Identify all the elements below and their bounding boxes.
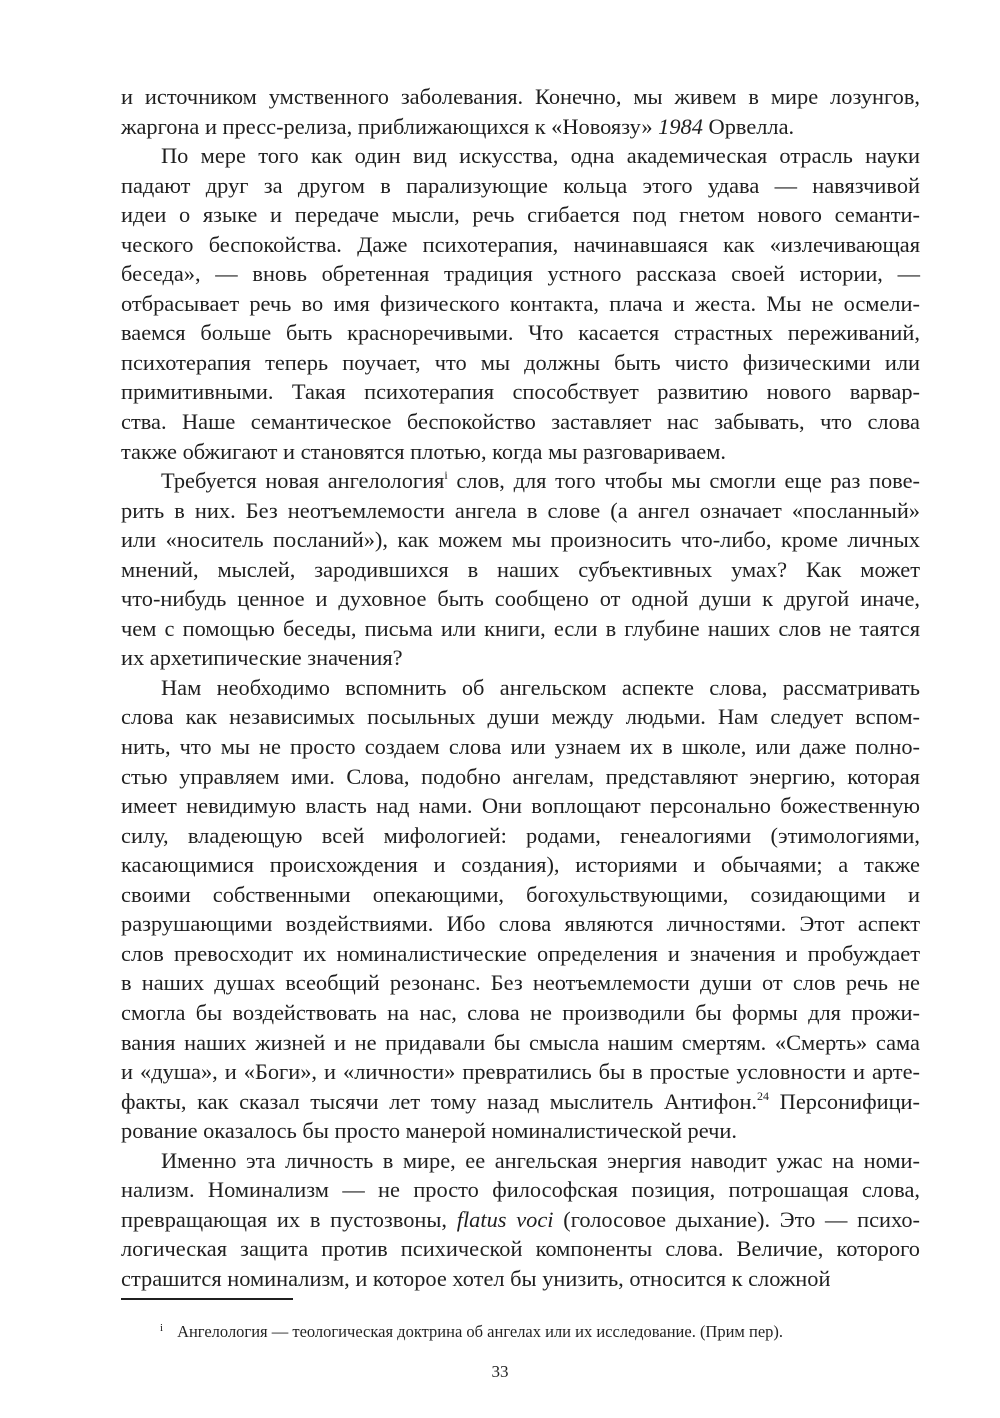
text-line: и источником умственного заболевания. Конечно, мы живем в мире лозунгов, (121, 84, 920, 109)
text-line: ческого беспокойства. Даже психотерапия, начинавшаяся как «излечивающая (121, 231, 920, 257)
text-line: Требуется новая ангелология$^i$ слов, для того чтобы мы смогли еще раз пове- (161, 468, 921, 494)
text-line: разрушающими воздействиями. Ибо слова являются личностями. Этот аспект (121, 911, 920, 937)
text-line: стью управляем ими. Слова, подобно ангелам, представляют энергию, которая (121, 763, 920, 789)
footnote-mark: i (160, 1322, 164, 1334)
text-line: слова как независимых посыльных души между людьми. Нам следует вспом- (121, 704, 920, 730)
text-line: своими собственными опекающими, богохульствующими, созидающими и (121, 881, 920, 907)
footnote (160, 1322, 783, 1342)
paragraph (121, 82, 920, 141)
text-line: психотерапия теперь поучает, что мы должны быть чисто физическими или (121, 349, 920, 375)
text-line: их архетипические значения? (121, 645, 403, 671)
text-line: чем с помощью беседы, письма или книги, если в глубине наших слов не таятся (121, 615, 920, 641)
text-line: и «душа», и «Боги», и «личности» превратились бы в простые условности и арте- (121, 1059, 920, 1085)
text-line: нализм. Номинализм — не просто философская позиция, потрошащая слова, (121, 1177, 920, 1203)
text-line: ваемся больше быть красноречивыми. Что касается страстных переживаний, (121, 320, 920, 346)
text-line: идеи о языке и передаче мысли, речь сгибается под гнетом нового семанти- (121, 202, 920, 228)
paragraph (121, 141, 920, 466)
footnote-divider (121, 1298, 293, 1300)
paragraph (121, 673, 920, 1146)
text-line: что-нибудь ценное и духовное быть сообщено от одной души к другой иначе, (121, 586, 920, 612)
text-line: смогла бы воздействовать на нас, слова не производили бы формы для прожи- (121, 999, 920, 1025)
footnote-text: Ангелология — теологическая доктрина об ангелах или их исследование. (Прим пер). (177, 1322, 784, 1341)
text-line: имеет невидимую власть над нами. Они воплощают персонально божественную (121, 793, 920, 819)
text-line: в наших душах всеобщий резонанс. Без неотъемлемости души от слов речь не (121, 970, 920, 996)
text-line: также обжигают и становятся плотью, когда мы разговариваем. (121, 438, 726, 464)
paragraph (121, 466, 920, 673)
text-line: или «носитель посланий»), как можем мы произносить что-либо, кроме личных (121, 527, 920, 553)
text-line: рование оказалось бы просто манерой номиналистической речи. (121, 1118, 737, 1144)
text-line: примитивными. Такая психотерапия способствует развитию нового варвар- (121, 379, 920, 405)
text-line: Именно эта личность в мире, ее ангельская энергия наводит ужас на номи- (161, 1147, 920, 1173)
page-body (121, 82, 920, 1293)
text-line: превращающая их в пустозвоны, flatus voci (голосовое дыхание). Это — психо- (121, 1206, 920, 1232)
text-line: мнений, мыслей, зародившихся в наших субъективных умах? Как может (121, 556, 920, 582)
text-line: беседа», — вновь обретенная традиция устного рассказа своей истории, — (121, 261, 920, 287)
text-line: падают друг за другом в парализующие кольца этого удава — навязчивой (121, 172, 920, 198)
text-line: страшится номинализм, и которое хотел бы унизить, относится к сложной (121, 1265, 831, 1291)
text-line: факты, как сказал тысячи лет тому назад мыслитель Антифон.$^{24}$ Персонифици- (121, 1088, 920, 1114)
text-line: жаргона и пресс-релиза, приближающихся к «Новоязу» 1984 Орвелла. (121, 113, 795, 139)
text-line: слов превосходит их номиналистические определения и значения и пробуждает (121, 940, 920, 966)
text-line: логическая защита против психической компоненты слова. Величие, которого (121, 1236, 920, 1262)
text-line: По мере того как один вид искусства, одна академическая отрасль науки (161, 143, 920, 169)
text-line: касающимися происхождения и создания), историями и обычаями; а также (121, 852, 920, 878)
text-line: силу, владеющую всей мифологией: родами, генеалогиями (этимологиями, (121, 822, 920, 848)
paragraph (121, 1146, 920, 1294)
text-line: нить, что мы не просто создаем слова или узнаем их в школе, или даже полно- (121, 734, 920, 760)
text-line: вания наших жизней и не придавали бы смысла нашим смертям. «Смерть» сама (121, 1029, 920, 1055)
text-line: ства. Наше семантическое беспокойство заставляет нас забывать, что слова (121, 409, 920, 435)
page-number: 33 (491, 1362, 509, 1381)
text-line: рить в них. Без неотъемлемости ангела в слове (а ангел означает «посланный» (121, 497, 920, 523)
text-line: отбрасывает речь во имя физического контакта, плача и жеста. Мы не осмели- (121, 290, 920, 316)
text-line: Нам необходимо вспомнить об ангельском аспекте слова, рассматривать (161, 674, 920, 700)
